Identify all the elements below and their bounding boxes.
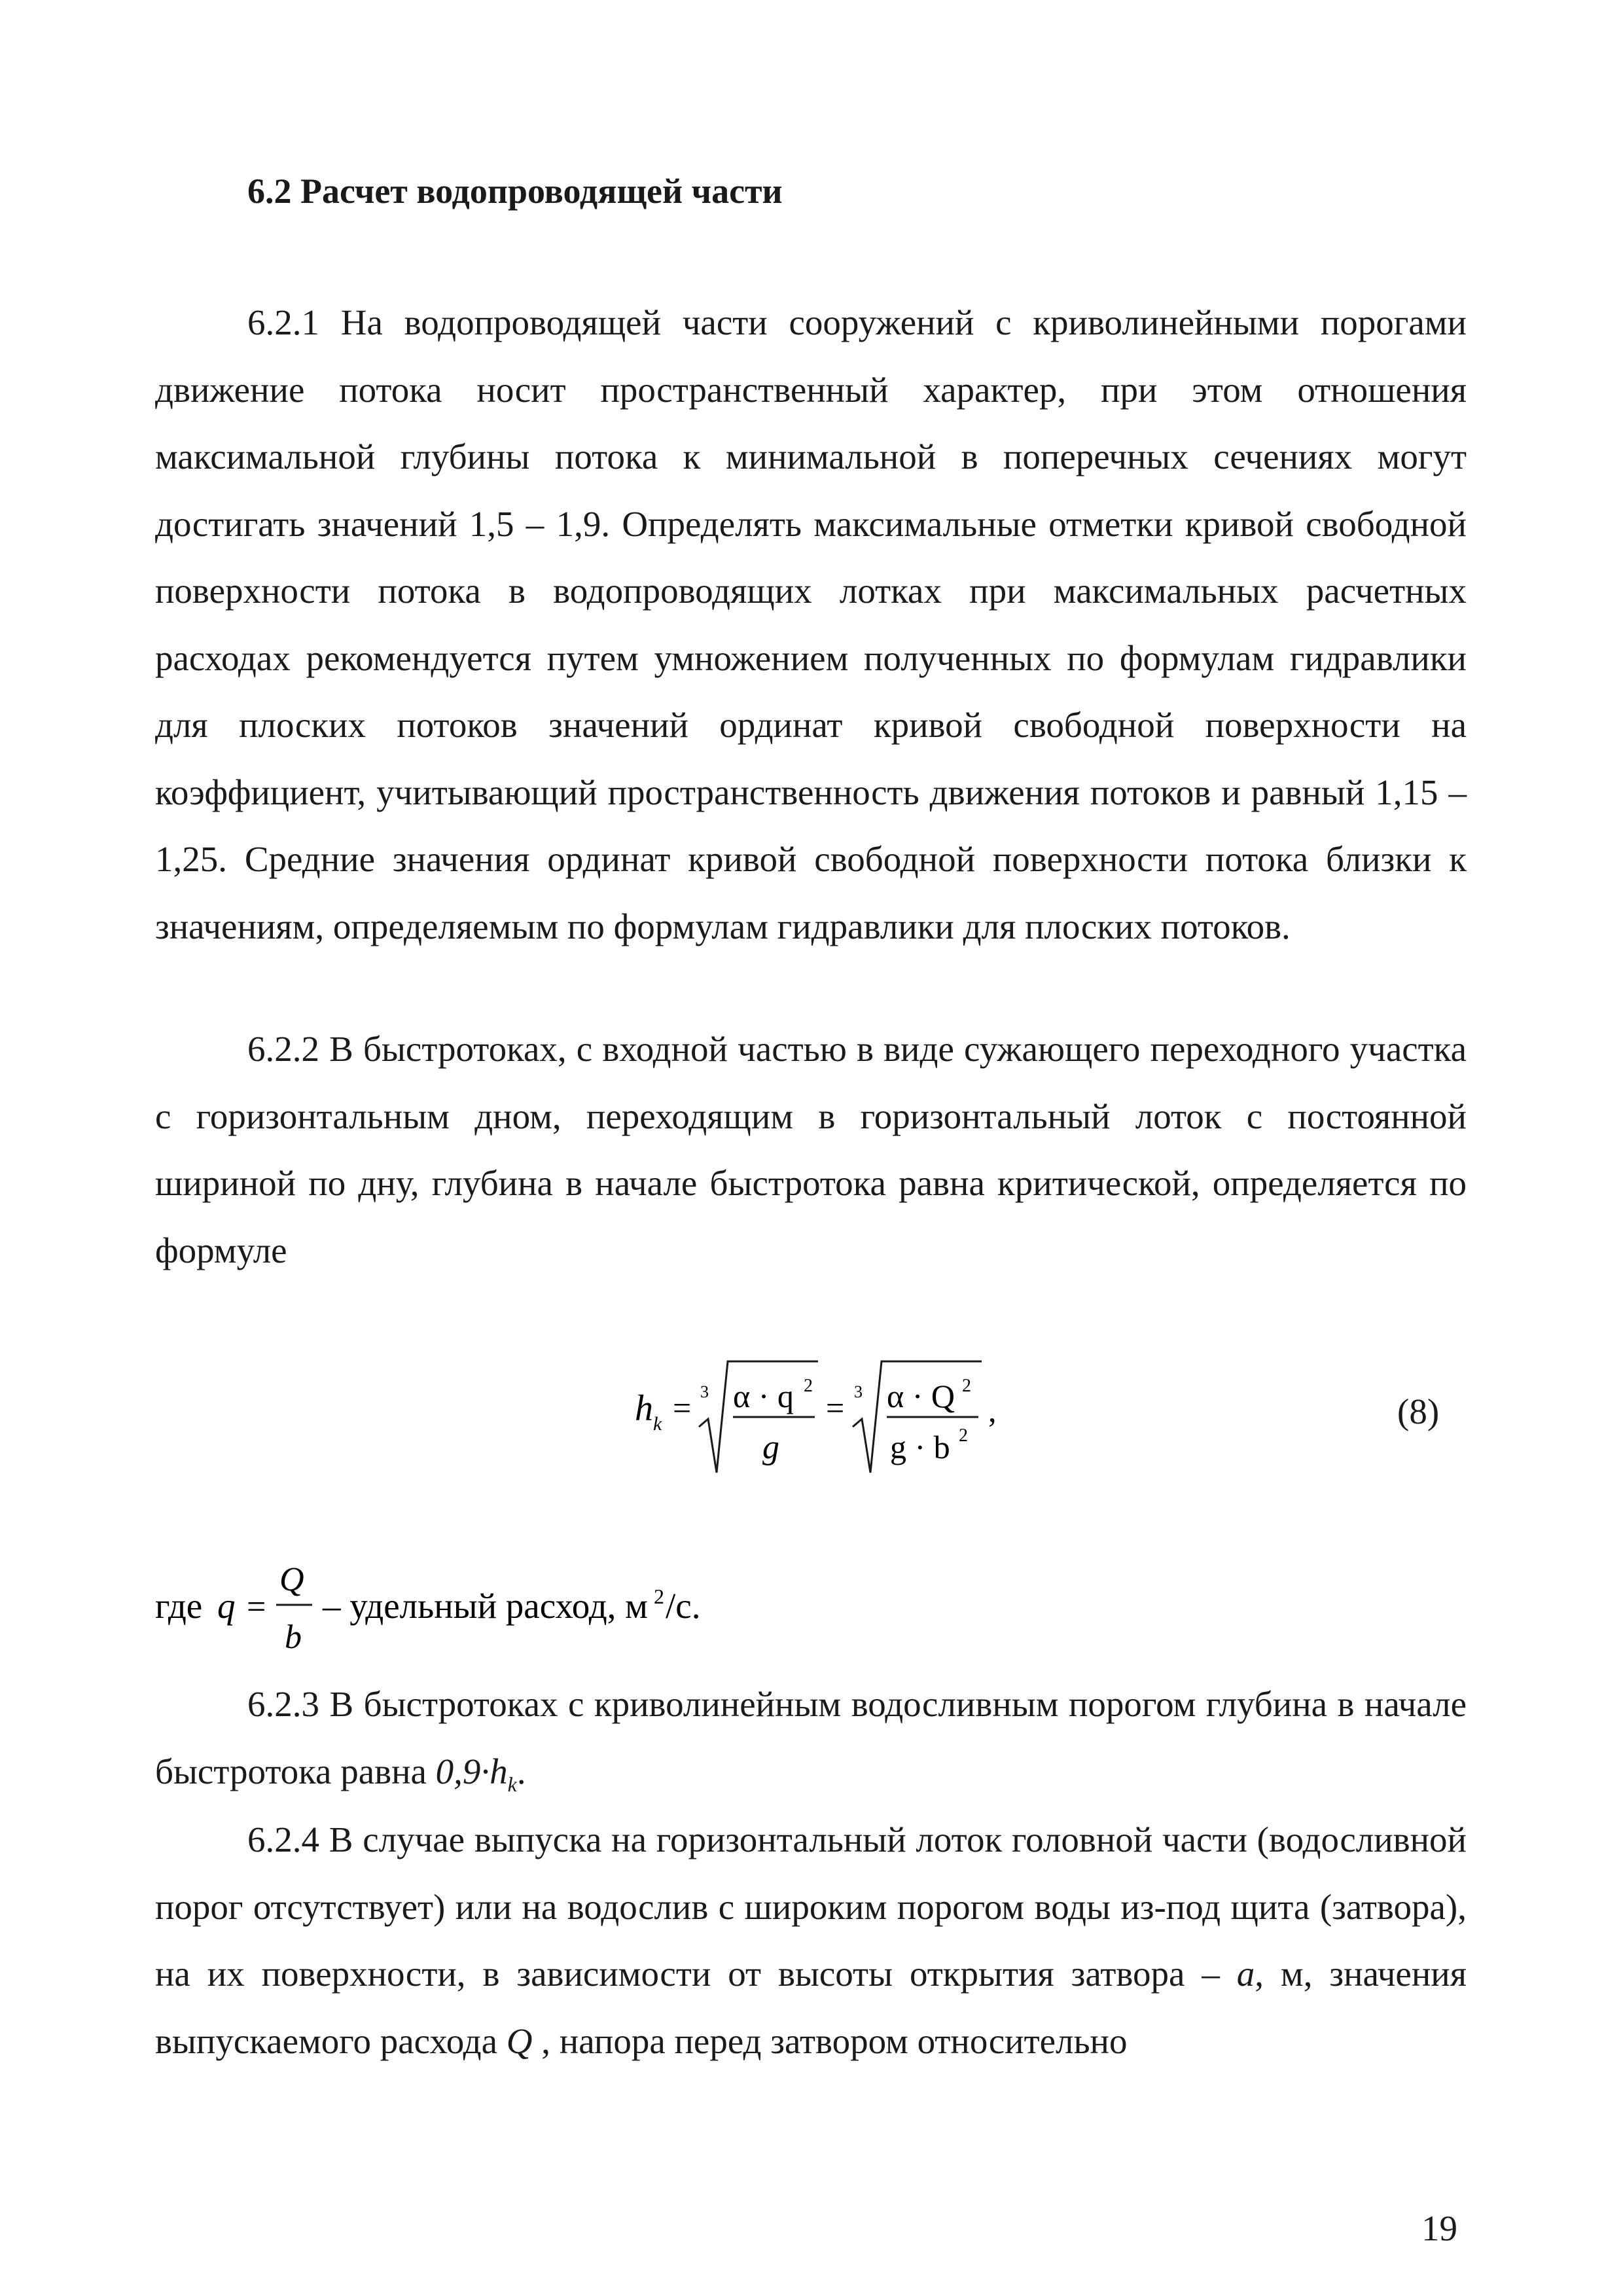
p4-text-3: , напора перед затвором относительно	[532, 2020, 1128, 2061]
where-desc: – удельный расход, м	[323, 1586, 648, 1626]
p3-math-sub: k	[507, 1772, 517, 1796]
formula-trailing-comma: ,	[988, 1392, 997, 1429]
formula-eq-2: =	[826, 1390, 845, 1426]
paragraph-6-2-4	[155, 1806, 1467, 2075]
where-num: Q	[279, 1561, 304, 1598]
p4-text-2: , м, значения выпускаемого расхода	[155, 1954, 1467, 2061]
p4-var-q: Q	[506, 2020, 533, 2061]
formula-root-index-1: 3	[700, 1382, 709, 1401]
p3-math: 0,9·h	[435, 1751, 508, 1791]
paragraph-6-2-1: 6.2.1 На водопроводящей части сооружений с криволинейными порогами движение потока носит пространственный характер, при этом отношения максимальной глубины потока к минимальной в поперечных сечениях могут достигать значений 1,5 – 1,9. Определять максимальные отметки кривой свободной поверхности потока в водопроводящих лотках при максимальных расчетных расходах рекомендуется путем умножением полученных по формулам гидравлики для плоских потоков значений ординат кривой свободной поверхности на коэффициент, учитывающий пространственность движения потоков и равный 1,15 – 1,25. Средние значения ординат кривой свободной поверхности потока близки к значениям, определяемым по формулам гидравлики для плоских потоков.	[155, 302, 1467, 946]
section-heading: 6.2 Расчет водопроводящей части	[247, 171, 783, 211]
paragraph-6-2-2: 6.2.2 В быстротоках, с входной частью в виде сужающего переходного участка с горизонтальным дном, переходящим в горизонтальный лоток с постоянной шириной по дну, глубина в начале быстротока равна критической, определяется по формуле	[155, 1029, 1467, 1270]
formula-num-1: α · q	[733, 1378, 794, 1414]
formula-num-2: α · Q	[887, 1378, 955, 1414]
paragraph-6-2-3	[155, 1671, 1467, 1818]
p3-end: .	[516, 1751, 526, 1791]
p3-text: 6.2.3 В быстротоках с криволинейным водосливным порогом глубина в начале быстротока равна	[155, 1684, 1467, 1791]
formula-critical-depth	[628, 1335, 1086, 1492]
formula-specific-discharge	[155, 1551, 1137, 1662]
where-var: q	[217, 1586, 236, 1626]
where-den: b	[285, 1619, 302, 1656]
formula-den-2-exp: 2	[959, 1426, 968, 1446]
where-unit-tail: /с.	[666, 1586, 701, 1626]
p4-text-1: 6.2.4 В случае выпуска на горизонтальный лоток головной части (водосливной порог отсутствует) или на водослив с широким порогом воды из-под щита (затвора), на их поверхности, в зависимости от высоты открытия затвора –	[155, 1820, 1467, 1994]
formula-den-2: g · b	[890, 1429, 950, 1465]
where-word: где	[155, 1586, 203, 1626]
formula-eq-1: =	[673, 1390, 692, 1426]
formula-num-1-exp: 2	[804, 1376, 813, 1396]
page-number: 19	[1421, 2208, 1457, 2248]
equation-number: (8)	[1397, 1391, 1440, 1431]
where-unit-exp: 2	[654, 1585, 664, 1608]
formula-lhs-sub: k	[653, 1413, 662, 1435]
where-eq: =	[247, 1588, 266, 1626]
formula-den-1: g	[762, 1429, 779, 1466]
p4-var-a: a	[1236, 1954, 1255, 1994]
formula-lhs-var: h	[635, 1388, 653, 1429]
formula-num-2-exp: 2	[962, 1376, 971, 1396]
formula-root-index-2: 3	[854, 1382, 863, 1401]
